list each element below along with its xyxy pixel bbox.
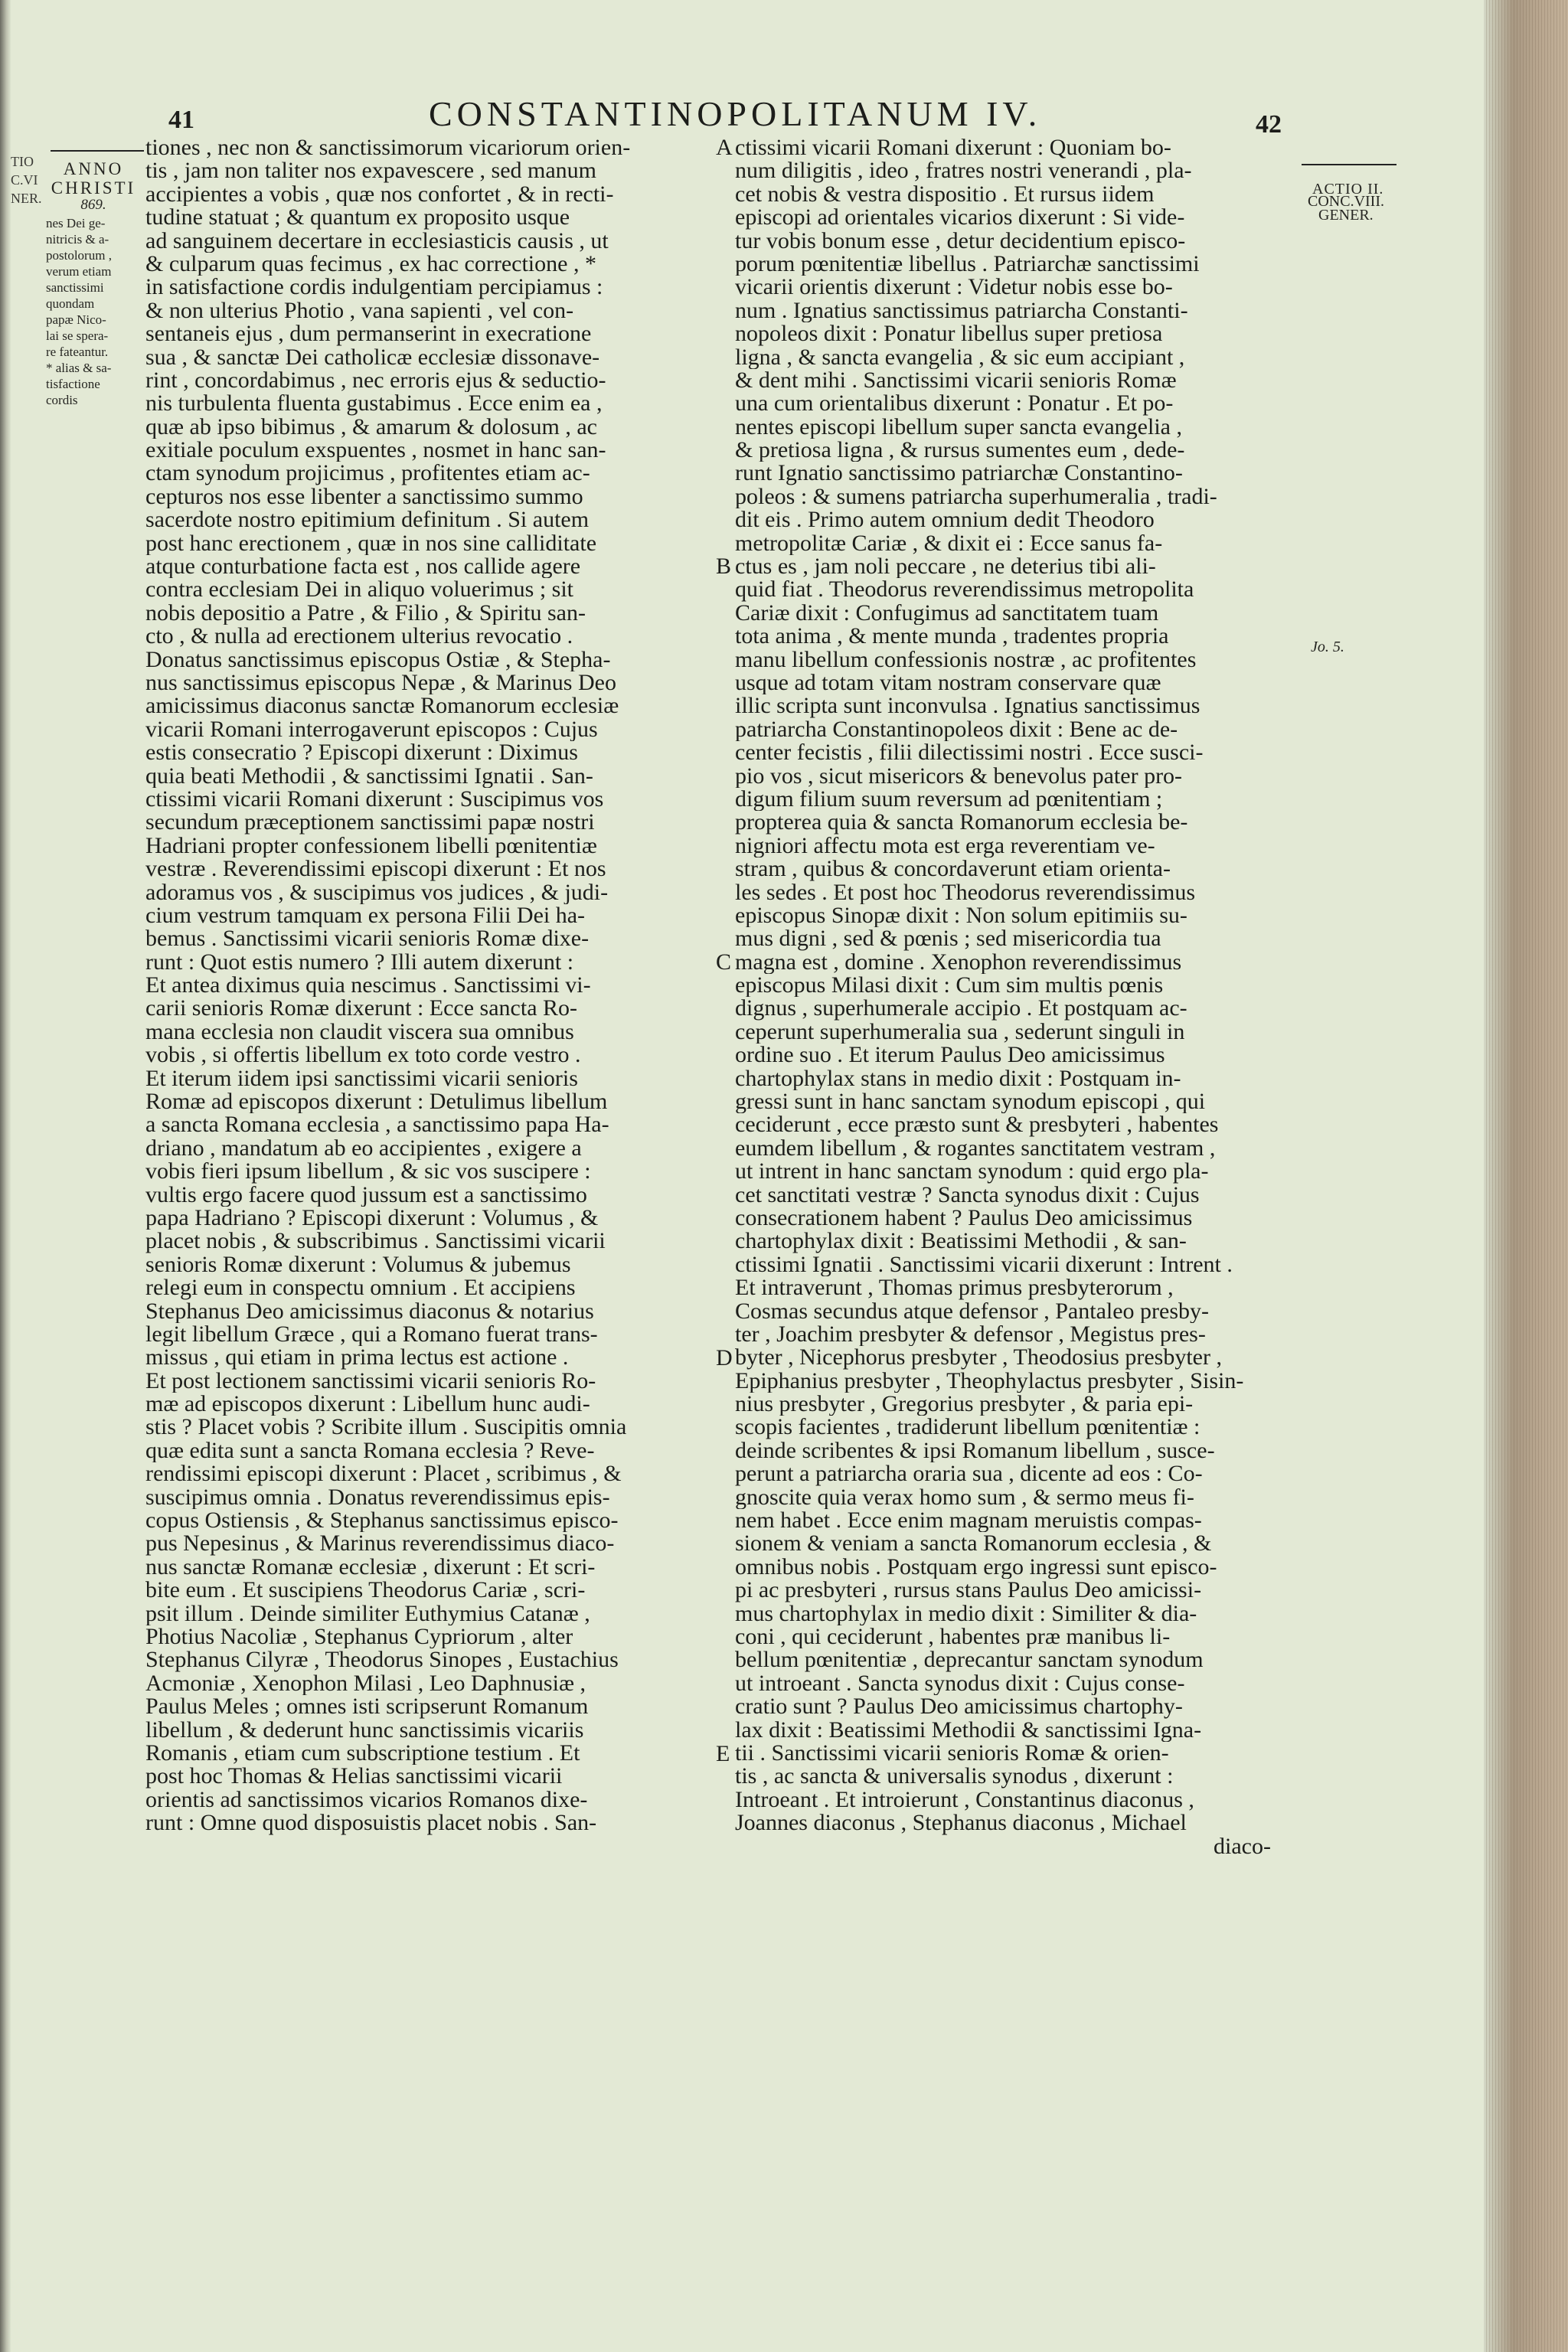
left-text-column — [145, 136, 716, 1835]
text-line: ordine suo . Et iterum Paulus Deo amicissimus — [735, 1044, 1165, 1067]
margin-note-line: verum etiam — [46, 264, 112, 279]
gutter-shadow — [0, 0, 11, 2352]
text-line: Acmoniæ , Xenophon Milasi , Leo Daphnusiæ , — [145, 1671, 586, 1696]
text-line: ceperunt superhumeralia sua , sederunt singuli in — [735, 1020, 1185, 1044]
text-line: nus sanctissimus episcopus Nepæ , & Marinus Deo — [145, 671, 616, 695]
text-line: relegi eum in conspectu omnium . Et accipiens — [145, 1276, 576, 1300]
text-line: manu libellum confessionis nostræ , ac profitentes — [735, 648, 1197, 671]
text-line: driano , mandatum ab eo accipientes , exigere a — [145, 1136, 582, 1161]
text-line: nentes episcopi libellum super sancta evangelia , — [735, 415, 1182, 439]
text-line: cepturos nos esse libenter a sanctissimo summo — [145, 485, 583, 509]
text-line: legit libellum Græce , qui a Romano fuerat trans- — [145, 1322, 598, 1347]
margin-note-line: tisfactione — [46, 377, 100, 391]
margin-gener: GENER. — [1318, 207, 1374, 224]
text-line: contra ecclesiam Dei in aliquo voluerimus ; sit — [145, 578, 574, 602]
margin-note-line: nitricis & a- — [46, 232, 109, 247]
section-letter-c: C — [716, 949, 732, 975]
text-line: Romanis , etiam cum subscriptione testium . Et — [145, 1741, 580, 1766]
text-line: coni , qui ceciderunt , habentes præ manibus li- — [735, 1625, 1171, 1649]
text-line: Et intraverunt , Thomas primus presbyterorum , — [735, 1276, 1174, 1300]
text-line: stis ? Placet vobis ? Scribite illum . Suscipitis omnia — [145, 1416, 627, 1439]
text-line: tudine statuat ; & quantum ex proposito usque — [145, 206, 570, 230]
text-line: una cum orientalibus dixerunt : Ponatur . Et po- — [735, 392, 1174, 416]
text-line: digum filium suum reversum ad pœnitentiam ; — [735, 787, 1163, 812]
text-line: Et iterum iidem ipsi sanctissimi vicarii senioris — [145, 1067, 578, 1091]
text-line: byter , Nicephorus presbyter , Theodosius presbyter , — [735, 1346, 1222, 1370]
text-line: in satisfactione cordis indulgentiam percipiamus : — [145, 276, 603, 299]
text-line: gnoscite quia verax homo sum , & sermo meus fi- — [735, 1485, 1194, 1510]
text-line: estis consecratio ? Episcopi dixerunt : Diximus — [145, 741, 578, 765]
text-line: Hadriani propter confessionem libelli pœnitentiæ — [145, 834, 597, 858]
text-line: vicarii Romani interrogaverunt episcopos : Cujus — [145, 717, 598, 742]
text-line: tii . Sanctissimi vicarii senioris Romæ & orien- — [735, 1741, 1169, 1766]
margin-conc: CONC.VIII. — [1308, 193, 1384, 210]
text-line: ad sanguinem decertare in ecclesiasticis causis , ut — [145, 229, 609, 253]
text-line: illic scripta sunt inconvulsa . Ignatius sanctissimus — [735, 694, 1200, 718]
margin-scripture-ref: Jo. 5. — [1311, 639, 1344, 655]
text-line: sua , & sanctæ Dei catholicæ ecclesiæ dissonave- — [145, 345, 600, 369]
text-line: runt Ignatio sanctissimo patriarchæ Constantino- — [735, 462, 1183, 485]
text-line: pus Nepesinus , & Marinus reverendissimus diaco- — [145, 1532, 615, 1556]
text-line: ut intrent in hanc sanctam synodum : quid ergo pla- — [735, 1160, 1209, 1184]
text-line: runt : Omne quod disposuistis placet nobis . San- — [145, 1811, 597, 1835]
text-line: diaco- — [1214, 1834, 1271, 1858]
page-number-left: 41 — [168, 106, 194, 134]
text-line: Paulus Meles ; omnes isti scripserunt Romanum — [145, 1695, 589, 1719]
text-line: nius presbyter , Gregorius presbyter , & paria epi- — [735, 1393, 1194, 1416]
left-marginalia — [46, 159, 141, 408]
text-line: rint , concordabimus , nec erroris ejus & seductio- — [145, 368, 606, 393]
text-line: les sedes . Et post hoc Theodorus reverendissimus — [735, 880, 1196, 904]
text-line: quia beati Methodii , & sanctissimi Ignatii . San- — [145, 764, 593, 788]
text-line: ctissimi vicarii Romani dixerunt : Quoniam bo- — [735, 136, 1171, 160]
text-line: amicissimus diaconus sanctæ Romanorum ecclesiæ — [145, 694, 619, 718]
text-line: dignus , superhumerale accipio . Et postquam ac- — [735, 997, 1187, 1021]
text-line: bellum pœnitentiæ , deprecantur sanctam synodum — [735, 1648, 1204, 1672]
text-line: episcopus Milasi dixit : Cum sim multis pœnis — [735, 974, 1164, 998]
header-rule-left — [51, 150, 144, 152]
text-line: dit eis . Primo autem omnium dedit Theodoro — [735, 508, 1155, 532]
text-line: placet nobis , & subscribimus . Sanctissimi vicarii — [145, 1230, 606, 1253]
text-line: psit illum . Deinde similiter Euthymius Catanæ , — [145, 1602, 590, 1625]
text-line: nobis depositio a Patre , & Filio , & Spiritu san- — [145, 601, 586, 626]
margin-note-line: lai se spera- — [46, 328, 109, 343]
margin-note-line: re fateantur. — [46, 345, 109, 359]
text-line: atque conturbatione facta est , nos callide agere — [145, 555, 581, 579]
text-line: nigniori affectu mota est erga reverentiam ve- — [735, 834, 1155, 858]
text-line: porum pœnitentiæ libellus . Patriarchæ sanctissimi — [735, 252, 1200, 276]
section-letter-b: B — [716, 554, 732, 579]
text-line: cto , & nulla ad erectionem ulterius revocatio . — [145, 625, 573, 648]
text-line: scopis facientes , tradiderunt libellum pœnitentiæ : — [735, 1416, 1200, 1439]
text-line: nis turbulenta fluenta gustabimus . Ecce enim ea , — [145, 392, 603, 416]
text-line: ter , Joachim presbyter & defensor , Megistus pres- — [735, 1322, 1206, 1347]
text-line: Cosmas secundus atque defensor , Pantaleo presby- — [735, 1299, 1210, 1323]
margin-note-line: * alias & sa- — [46, 361, 112, 375]
text-line: papa Hadriano ? Episcopi dixerunt : Volumus , & — [145, 1206, 599, 1230]
text-line: propterea quia & sancta Romanorum ecclesia be- — [735, 811, 1188, 835]
text-line: omnibus nobis . Postquam ergo ingressi sunt episco- — [735, 1555, 1217, 1579]
text-line: ctus es , jam noli peccare , ne deterius tibi ali- — [735, 555, 1156, 579]
text-line: carii senioris Romæ dixerunt : Ecce sancta Ro- — [145, 997, 578, 1021]
text-line: a sancta Romana ecclesia , a sanctissimo papa Ha- — [145, 1113, 609, 1137]
text-line: vicarii orientis dixerunt : Videtur nobis esse bo- — [735, 276, 1173, 299]
text-line: tis , ac sancta & universalis synodus , dixerunt : — [735, 1765, 1174, 1788]
margin-note-line: cordis — [46, 393, 78, 407]
text-line: ut introeant . Sancta synodus dixit : Cujus conse- — [735, 1671, 1185, 1696]
facing-page-sliver — [11, 153, 42, 2144]
text-line: Romæ ad episcopos dixerunt : Detulimus libellum — [145, 1090, 608, 1114]
page-number-right: 42 — [1256, 110, 1282, 139]
text-line: quæ edita sunt a sancta Romana ecclesia ? Reve- — [145, 1439, 595, 1463]
text-line: center fecistis , filii dilectissimi nostri . Ecce susci- — [735, 741, 1204, 765]
text-line: copus Ostiensis , & Stephanus sanctissimus episco- — [145, 1509, 619, 1533]
text-line: ceciderunt , ecce præsto sunt & presbyteri , habentes — [735, 1113, 1219, 1137]
text-line: cet nobis & vestra dispositio . Et rursus iidem — [735, 182, 1155, 207]
text-line: num diligitis , ideo , fratres nostri venerandi , pla- — [735, 159, 1192, 183]
text-line: post hoc Thomas & Helias sanctissimi vicarii — [145, 1765, 563, 1788]
text-line: tur vobis bonum esse , detur decidentium episco- — [735, 229, 1186, 253]
text-line: bemus . Sanctissimi vicarii senioris Romæ dixe- — [145, 927, 590, 951]
text-line: post hanc erectionem , quæ in nos sine calliditate — [145, 531, 597, 556]
text-line: sacerdote nostro epitimium definitum . Si autem — [145, 508, 590, 532]
running-title: CONSTANTINOPOLITANUM IV. — [429, 94, 1042, 133]
text-line: episcopi ad orientales vicarios dixerunt : Si vide- — [735, 206, 1185, 230]
facing-page-text: C.VI — [11, 172, 38, 188]
margin-note-line: postolorum , — [46, 248, 112, 263]
text-line: tis , jam non taliter nos expavescere , sed manum — [145, 159, 596, 183]
right-marginalia — [1308, 181, 1412, 655]
text-line: & culparum quas fecimus , ex hac correctione , * — [145, 252, 596, 276]
text-line: suscipimus omnia . Donatus reverendissimus epis- — [145, 1485, 610, 1510]
text-line: quæ ab ipso bibimus , & amarum & dolosum , ac — [145, 415, 597, 439]
text-line: metropolitæ Cariæ , & dixit ei : Ecce sanus fa- — [735, 531, 1163, 556]
running-header — [145, 93, 1309, 139]
text-line: ctam synodum projicimus , profitentes etiam ac- — [145, 462, 590, 485]
page-edges — [1484, 0, 1568, 2352]
text-line: Cariæ dixit : Confugimus ad sanctitatem tuam — [735, 601, 1159, 626]
text-line: runt : Quot estis numero ? Illi autem dixerunt : — [145, 950, 574, 975]
text-line: & non ulterius Photio , vana sapienti , vel con- — [145, 299, 574, 323]
text-line: vobis fieri ipsum libellum , & sic vos suscipere : — [145, 1160, 591, 1184]
text-line: adoramus vos , & suscipimus vos judices , & judi- — [145, 880, 609, 904]
text-line: libellum , & dederunt hunc sanctissimis vicariis — [145, 1718, 584, 1742]
text-line: mus chartophylax in medio dixit : Similiter & dia- — [735, 1602, 1197, 1625]
text-line: secundum præceptionem sanctissimi papæ nostri — [145, 811, 595, 835]
text-line: chartophylax dixit : Beatissimi Methodii , & san- — [735, 1230, 1187, 1253]
text-line: orientis ad sanctissimos vicarios Romanos dixe- — [145, 1788, 588, 1812]
margin-anno: ANNO — [63, 159, 124, 178]
margin-christi: CHRISTI — [51, 178, 136, 198]
text-line: Stephanus Deo amicissimus diaconus & notarius — [145, 1299, 594, 1323]
header-rule-right — [1302, 164, 1396, 165]
facing-page-text: TIO — [11, 154, 34, 169]
text-line: Photius Nacoliæ , Stephanus Cypriorum , alter — [145, 1625, 573, 1649]
text-line: mus digni , sed & pœnis ; sed misericordia tua — [735, 927, 1161, 951]
text-line: vultis ergo facere quod jussum est a sanctissimo — [145, 1183, 587, 1207]
text-line: cratio sunt ? Paulus Deo amicissimus chartophy- — [735, 1695, 1183, 1719]
text-line: chartophylax stans in medio dixit : Postquam in- — [735, 1067, 1181, 1091]
text-line: nus sanctæ Romanæ ecclesiæ , dixerunt : Et scri- — [145, 1555, 596, 1579]
text-line: tota anima , & mente munda , tradentes propria — [735, 625, 1169, 648]
section-letter-d: D — [716, 1345, 733, 1370]
text-line: ligna , & sancta evangelia , & sic eum accipiant , — [735, 345, 1185, 369]
text-line: lax dixit : Beatissimi Methodii & sanctissimi Igna- — [735, 1718, 1202, 1742]
margin-note-line: nes Dei ge- — [46, 216, 106, 230]
text-line: eumdem libellum , & rogantes sanctitatem vestram , — [735, 1136, 1216, 1161]
text-line: Epiphanius presbyter , Theophylactus presbyter , Sisin- — [735, 1369, 1244, 1393]
text-line: cet sanctitati vestræ ? Sancta synodus dixit : Cujus — [735, 1183, 1200, 1207]
text-line: consecrationem habent ? Paulus Deo amicissimus — [735, 1206, 1193, 1230]
text-line: deinde scribentes & ipsi Romanum libellum , susce- — [735, 1439, 1215, 1463]
section-letter-e: E — [716, 1741, 730, 1766]
text-line: perunt a patriarcha oraria sua , dicente ad eos : Co- — [735, 1462, 1203, 1486]
text-line: cium vestrum tamquam ex persona Filii Dei ha- — [145, 903, 586, 928]
text-line: accipientes a vobis , quæ nos confortet , & in recti- — [145, 182, 614, 207]
text-line: patriarcha Constantinopoleos dixit : Bene ac de- — [735, 717, 1178, 742]
text-line: exitiale poculum exspuentes , nosmet in hanc san- — [145, 439, 606, 462]
text-line: vobis , si offertis libellum ex toto corde vestro . — [145, 1044, 581, 1067]
text-line: Joannes diaconus , Stephanus diaconus , Michael — [735, 1811, 1187, 1835]
text-line: quid fiat . Theodorus reverendissimus metropolita — [735, 578, 1194, 602]
text-line: mæ ad episcopos dixerunt : Libellum hunc audi- — [145, 1393, 590, 1416]
text-line: bite eum . Et suscipiens Theodorus Cariæ , scri- — [145, 1579, 586, 1602]
text-line: stram , quibus & concordaverunt etiam orienta- — [735, 858, 1171, 881]
text-line: Introeant . Et introierunt , Constantinus diaconus , — [735, 1788, 1194, 1812]
text-line: mana ecclesia non claudit viscera sua omnibus — [145, 1020, 574, 1044]
text-line: nopoleos dixit : Ponatur libellus super pretiosa — [735, 322, 1163, 346]
margin-note-line: quondam — [46, 296, 95, 311]
text-line: missus , qui etiam in prima lectus est actione . — [145, 1346, 569, 1370]
text-line: usque ad totam vitam nostram conservare quæ — [735, 671, 1161, 695]
text-line: Donatus sanctissimus episcopus Ostiæ , & Stepha- — [145, 648, 611, 671]
text-line: pi ac presbyteri , rursus stans Paulus Deo amicissi- — [735, 1579, 1202, 1602]
text-line: Stephanus Cilyræ , Theodorus Sinopes , Eustachius — [145, 1648, 619, 1672]
text-line: magna est , domine . Xenophon reverendissimus — [735, 950, 1182, 975]
text-line: & pretiosa ligna , & rursus sumentes eum , dede- — [735, 439, 1185, 462]
right-text-column — [735, 136, 1302, 1858]
margin-note-line: papæ Nico- — [46, 312, 106, 327]
text-line: poleos : & sumens patriarcha superhumeralia , tradi- — [735, 485, 1217, 509]
text-line: ctissimi vicarii Romani dixerunt : Suscipimus vos — [145, 787, 604, 812]
text-line: tiones , nec non & sanctissimorum vicariorum orien- — [145, 136, 631, 160]
text-line: sionem & veniam a sancta Romanorum ecclesia , & — [735, 1532, 1212, 1556]
text-line: ctissimi Ignatii . Sanctissimi vicarii dixerunt : Intrent . — [735, 1253, 1233, 1277]
text-line: Et post lectionem sanctissimi vicarii senioris Ro- — [145, 1369, 596, 1393]
text-line: nem habet . Ecce enim magnam meruistis compas- — [735, 1509, 1202, 1533]
text-line: vestræ . Reverendissimi episcopi dixerunt : Et nos — [145, 858, 606, 881]
text-line: episcopus Sinopæ dixit : Non solum epitimiis su- — [735, 903, 1187, 928]
text-line: Et antea diximus quia nescimus . Sanctissimi vi- — [145, 974, 591, 998]
section-letter-a: A — [716, 135, 733, 160]
text-line: rendissimi episcopi dixerunt : Placet , scribimus , & — [145, 1462, 622, 1486]
facing-page-text: NER. — [11, 191, 42, 206]
text-line: sentaneis ejus , dum permanserint in execratione — [145, 322, 592, 346]
margin-actio: ACTIO II. — [1312, 181, 1384, 198]
margin-note-line: sanctissimi — [46, 280, 104, 295]
margin-year: 869. — [80, 197, 106, 213]
text-line: pio vos , sicut misericors & benevolus pater pro- — [735, 764, 1183, 788]
text-line: & dent mihi . Sanctissimi vicarii senioris Romæ — [735, 368, 1177, 393]
text-line: num . Ignatius sanctissimus patriarcha Constanti- — [735, 299, 1188, 323]
text-line: senioris Romæ dixerunt : Volumus & jubemus — [145, 1253, 571, 1277]
text-line: gressi sunt in hanc sanctam synodum episcopi , qui — [735, 1090, 1206, 1114]
